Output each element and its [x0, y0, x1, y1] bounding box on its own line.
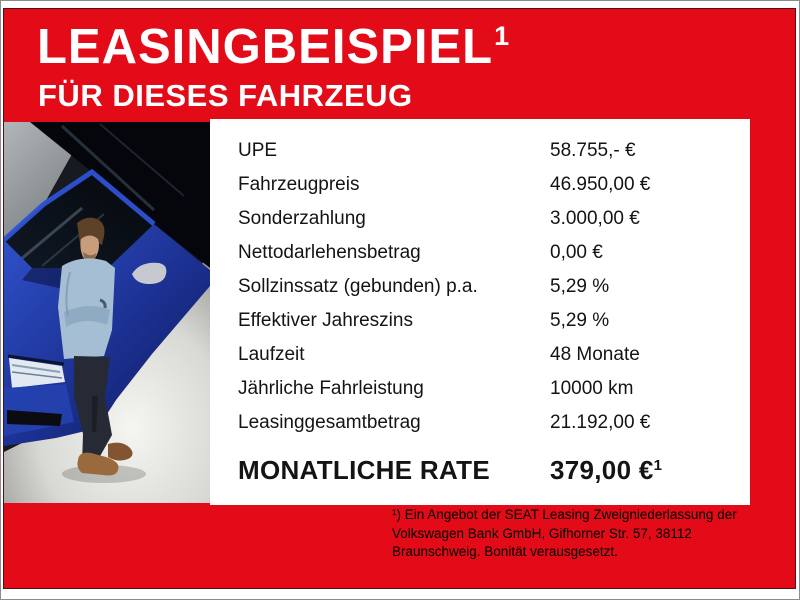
leasing-details-panel [210, 119, 750, 505]
row-value: 0,00 € [550, 242, 603, 263]
disclaimer-line: Volkswagen Bank GmbH, Gifhorner Str. 57, 38112 [392, 525, 692, 541]
ad-title-superscript: 1 [494, 21, 511, 51]
row-value: 48 Monate [550, 344, 640, 365]
row-label: UPE [238, 140, 278, 161]
row-value: 46.950,00 € [550, 174, 651, 195]
monthly-rate-label: MONATLICHE RATE [238, 454, 490, 485]
ad-title [37, 20, 511, 74]
monthly-rate-amount: 379,00 € [550, 454, 654, 485]
leasing-row-leasinggesamtbetrag [238, 406, 750, 440]
ad-title-text: LEASINGBEISPIEL [37, 20, 494, 74]
leasing-row-sonderzahlung [238, 202, 750, 236]
row-value: 10000 km [550, 378, 634, 399]
leasing-row-nettodarlehensbetrag [238, 236, 750, 270]
monthly-rate-superscript: 1 [653, 456, 663, 474]
row-value: 5,29 % [550, 276, 610, 297]
monthly-rate-row [238, 450, 750, 490]
monthly-rate-value [550, 455, 662, 486]
row-label: Nettodarlehensbetrag [238, 242, 421, 263]
row-label: Leasinggesamtbetrag [238, 412, 421, 433]
ad-subtitle: FÜR DIESES FAHRZEUG [38, 78, 413, 113]
row-label: Fahrzeugpreis [238, 174, 360, 195]
disclaimer-line: Braunschweig. Bonität verausgesetzt. [392, 544, 618, 559]
leasing-row-sollzinssatz [238, 270, 750, 304]
row-label: Effektiver Jahreszins [238, 310, 413, 331]
disclaimer-line: ¹) Ein Angebot der SEAT Leasing Zweigniederlassung der [392, 507, 737, 522]
vehicle-photo-illustration [4, 122, 210, 503]
leasing-row-effektiver-jahreszins [238, 304, 750, 338]
vehicle-photo [4, 122, 210, 503]
row-label: Jährliche Fahrleistung [238, 378, 424, 399]
row-label: Sonderzahlung [238, 208, 366, 229]
row-value: 58.755,- € [550, 140, 636, 161]
leasing-row-fahrleistung [238, 372, 750, 406]
leasing-row-laufzeit [238, 338, 750, 372]
row-value: 5,29 % [550, 310, 610, 331]
leasing-row-fahrzeugpreis [238, 168, 750, 202]
legal-disclaimer [392, 506, 762, 562]
row-value: 21.192,00 € [550, 412, 651, 433]
row-label: Sollzinssatz (gebunden) p.a. [238, 276, 478, 297]
ad-background [3, 8, 796, 589]
row-value: 3.000,00 € [550, 208, 640, 229]
leasing-row-upe [238, 134, 750, 168]
row-label: Laufzeit [238, 344, 305, 365]
